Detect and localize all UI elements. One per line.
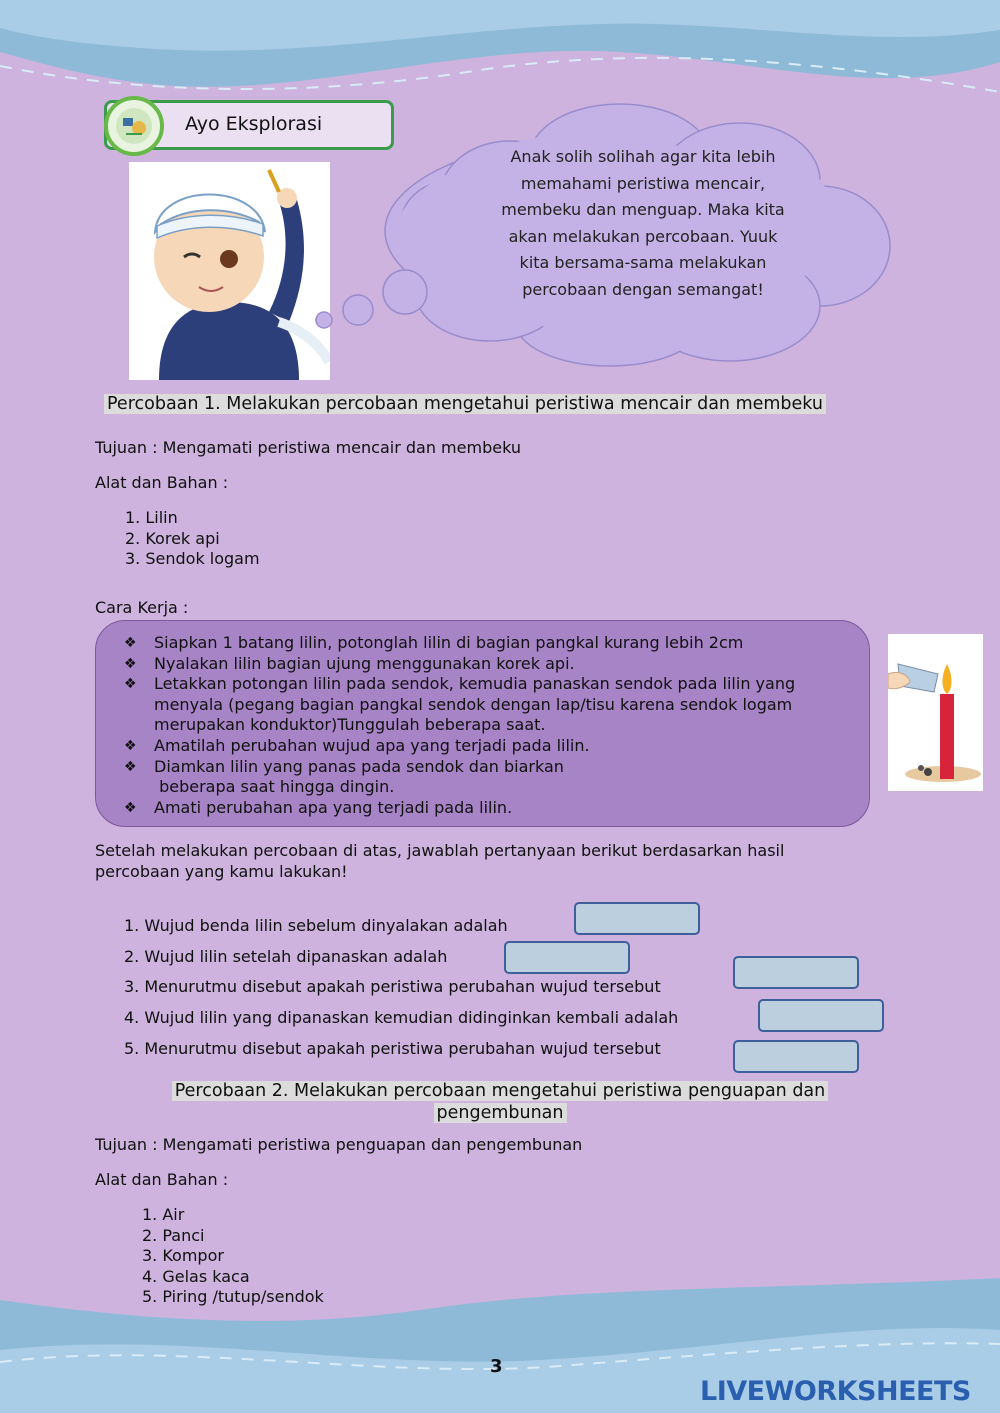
- step-item: [124, 633, 869, 654]
- experiment-2-materials-label: Alat dan Bahan :: [95, 1170, 229, 1189]
- cloud-line: membeku dan menguap. Maka kita: [501, 200, 785, 219]
- step-item: [124, 757, 869, 798]
- step-line: Nyalakan lilin bagian ujung menggunakan korek api.: [154, 653, 575, 673]
- answer-box-4[interactable]: [758, 999, 884, 1032]
- diamond-bullet-icon: ❖: [124, 737, 137, 754]
- experiment-2-materials-list: [142, 1205, 324, 1308]
- experiment-1-steps-label: Cara Kerja :: [95, 598, 189, 617]
- step-line: beberapa saat hingga dingin.: [154, 777, 395, 797]
- list-item: 4. Gelas kaca: [142, 1266, 250, 1286]
- questions-prompt: [95, 840, 784, 882]
- experiment-1-title: Percobaan 1. Melakukan percobaan mengetahui peristiwa mencair dan membeku: [104, 394, 826, 414]
- experiment-2-title-line: pengembunan: [434, 1103, 567, 1123]
- diamond-bullet-icon: ❖: [124, 758, 137, 775]
- school-logo-icon: [104, 96, 164, 156]
- step-line: menyala (pegang bagian pangkal sendok dengan lap/tisu karena sendok logam: [154, 694, 793, 714]
- answer-box-2[interactable]: [504, 941, 630, 974]
- list-item: 2. Korek api: [125, 528, 220, 548]
- step-item: [124, 736, 869, 757]
- answer-box-3[interactable]: [733, 956, 859, 989]
- experiment-1-goal: Tujuan : Mengamati peristiwa mencair dan membeku: [95, 438, 521, 457]
- experiment-2-title-line: Percobaan 2. Melakukan percobaan mengetahui peristiwa penguapan dan: [172, 1081, 829, 1101]
- page-number: 3: [490, 1356, 503, 1377]
- prompt-line: Setelah melakukan percobaan di atas, jawablah pertanyaan berikut berdasarkan hasil: [95, 841, 785, 860]
- step-line: Amati perubahan apa yang terjadi pada lilin.: [154, 797, 513, 817]
- step-item: [124, 654, 869, 675]
- step-line: Letakkan potongan lilin pada sendok, kemudia panaskan sendok pada lilin yang: [154, 674, 796, 694]
- list-item: 1. Air: [142, 1205, 185, 1224]
- diamond-bullet-icon: ❖: [124, 655, 137, 672]
- thought-cloud-text: [488, 144, 798, 303]
- list-item: 2. Panci: [142, 1225, 205, 1245]
- step-line: Amatilah perubahan wujud apa yang terjadi pada lilin.: [154, 735, 590, 755]
- experiment-2-title: [100, 1080, 900, 1124]
- prompt-line: percobaan yang kamu lakukan!: [95, 862, 348, 881]
- answer-box-1[interactable]: [574, 902, 700, 935]
- cloud-line: percobaan dengan semangat!: [522, 279, 764, 299]
- liveworksheets-logo[interactable]: [700, 1376, 971, 1407]
- experiment-2-goal: Tujuan : Mengamati peristiwa penguapan dan pengembunan: [95, 1135, 583, 1154]
- step-line: merupakan konduktor)Tunggulah beberapa saat.: [154, 715, 546, 735]
- experiment-1-title-wrap: [104, 393, 826, 415]
- diamond-bullet-icon: ❖: [124, 635, 137, 651]
- list-item: 1. Lilin: [125, 508, 178, 527]
- question-4: 4. Wujud lilin yang dipanaskan kemudian didinginkan kembali adalah: [124, 1008, 679, 1027]
- top-wave-decoration: [0, 0, 1000, 110]
- boy-illustration: [129, 162, 330, 380]
- diamond-bullet-icon: ❖: [124, 676, 137, 693]
- cloud-line: kita bersama-sama melakukan: [519, 253, 767, 272]
- steps-list: [124, 633, 869, 818]
- question-3: 3. Menurutmu disebut apakah peristiwa perubahan wujud tersebut: [124, 977, 661, 996]
- question-2: 2. Wujud lilin setelah dipanaskan adalah: [124, 947, 448, 966]
- list-item: 3. Kompor: [142, 1246, 224, 1265]
- answer-box-5[interactable]: [733, 1040, 859, 1073]
- step-line: Diamkan lilin yang panas pada sendok dan biarkan: [154, 756, 564, 776]
- section-badge-label: Ayo Eksplorasi: [185, 113, 323, 135]
- step-item: [124, 798, 869, 819]
- step-item: [124, 674, 869, 736]
- list-item: 5. Piring /tutup/sendok: [142, 1287, 324, 1306]
- question-1: 1. Wujud benda lilin sebelum dinyalakan adalah: [124, 916, 508, 935]
- cloud-line: akan melakukan percobaan. Yuuk: [508, 226, 778, 246]
- question-5: 5. Menurutmu disebut apakah peristiwa perubahan wujud tersebut: [124, 1039, 661, 1058]
- cloud-line: memahami peristiwa mencair,: [520, 173, 766, 193]
- experiment-1-materials-list: [125, 508, 260, 570]
- list-item: 3. Sendok logam: [125, 549, 260, 568]
- candle-illustration: [888, 634, 983, 791]
- brand-text: LIVEWORKSHEETS: [700, 1376, 971, 1407]
- cloud-line: Anak solih solihah agar kita lebih: [510, 147, 776, 166]
- step-line: Siapkan 1 batang lilin, potonglah lilin di bagian pangkal kurang lebih 2cm: [154, 633, 744, 652]
- diamond-bullet-icon: ❖: [124, 799, 137, 816]
- experiment-1-materials-label: Alat dan Bahan :: [95, 473, 229, 492]
